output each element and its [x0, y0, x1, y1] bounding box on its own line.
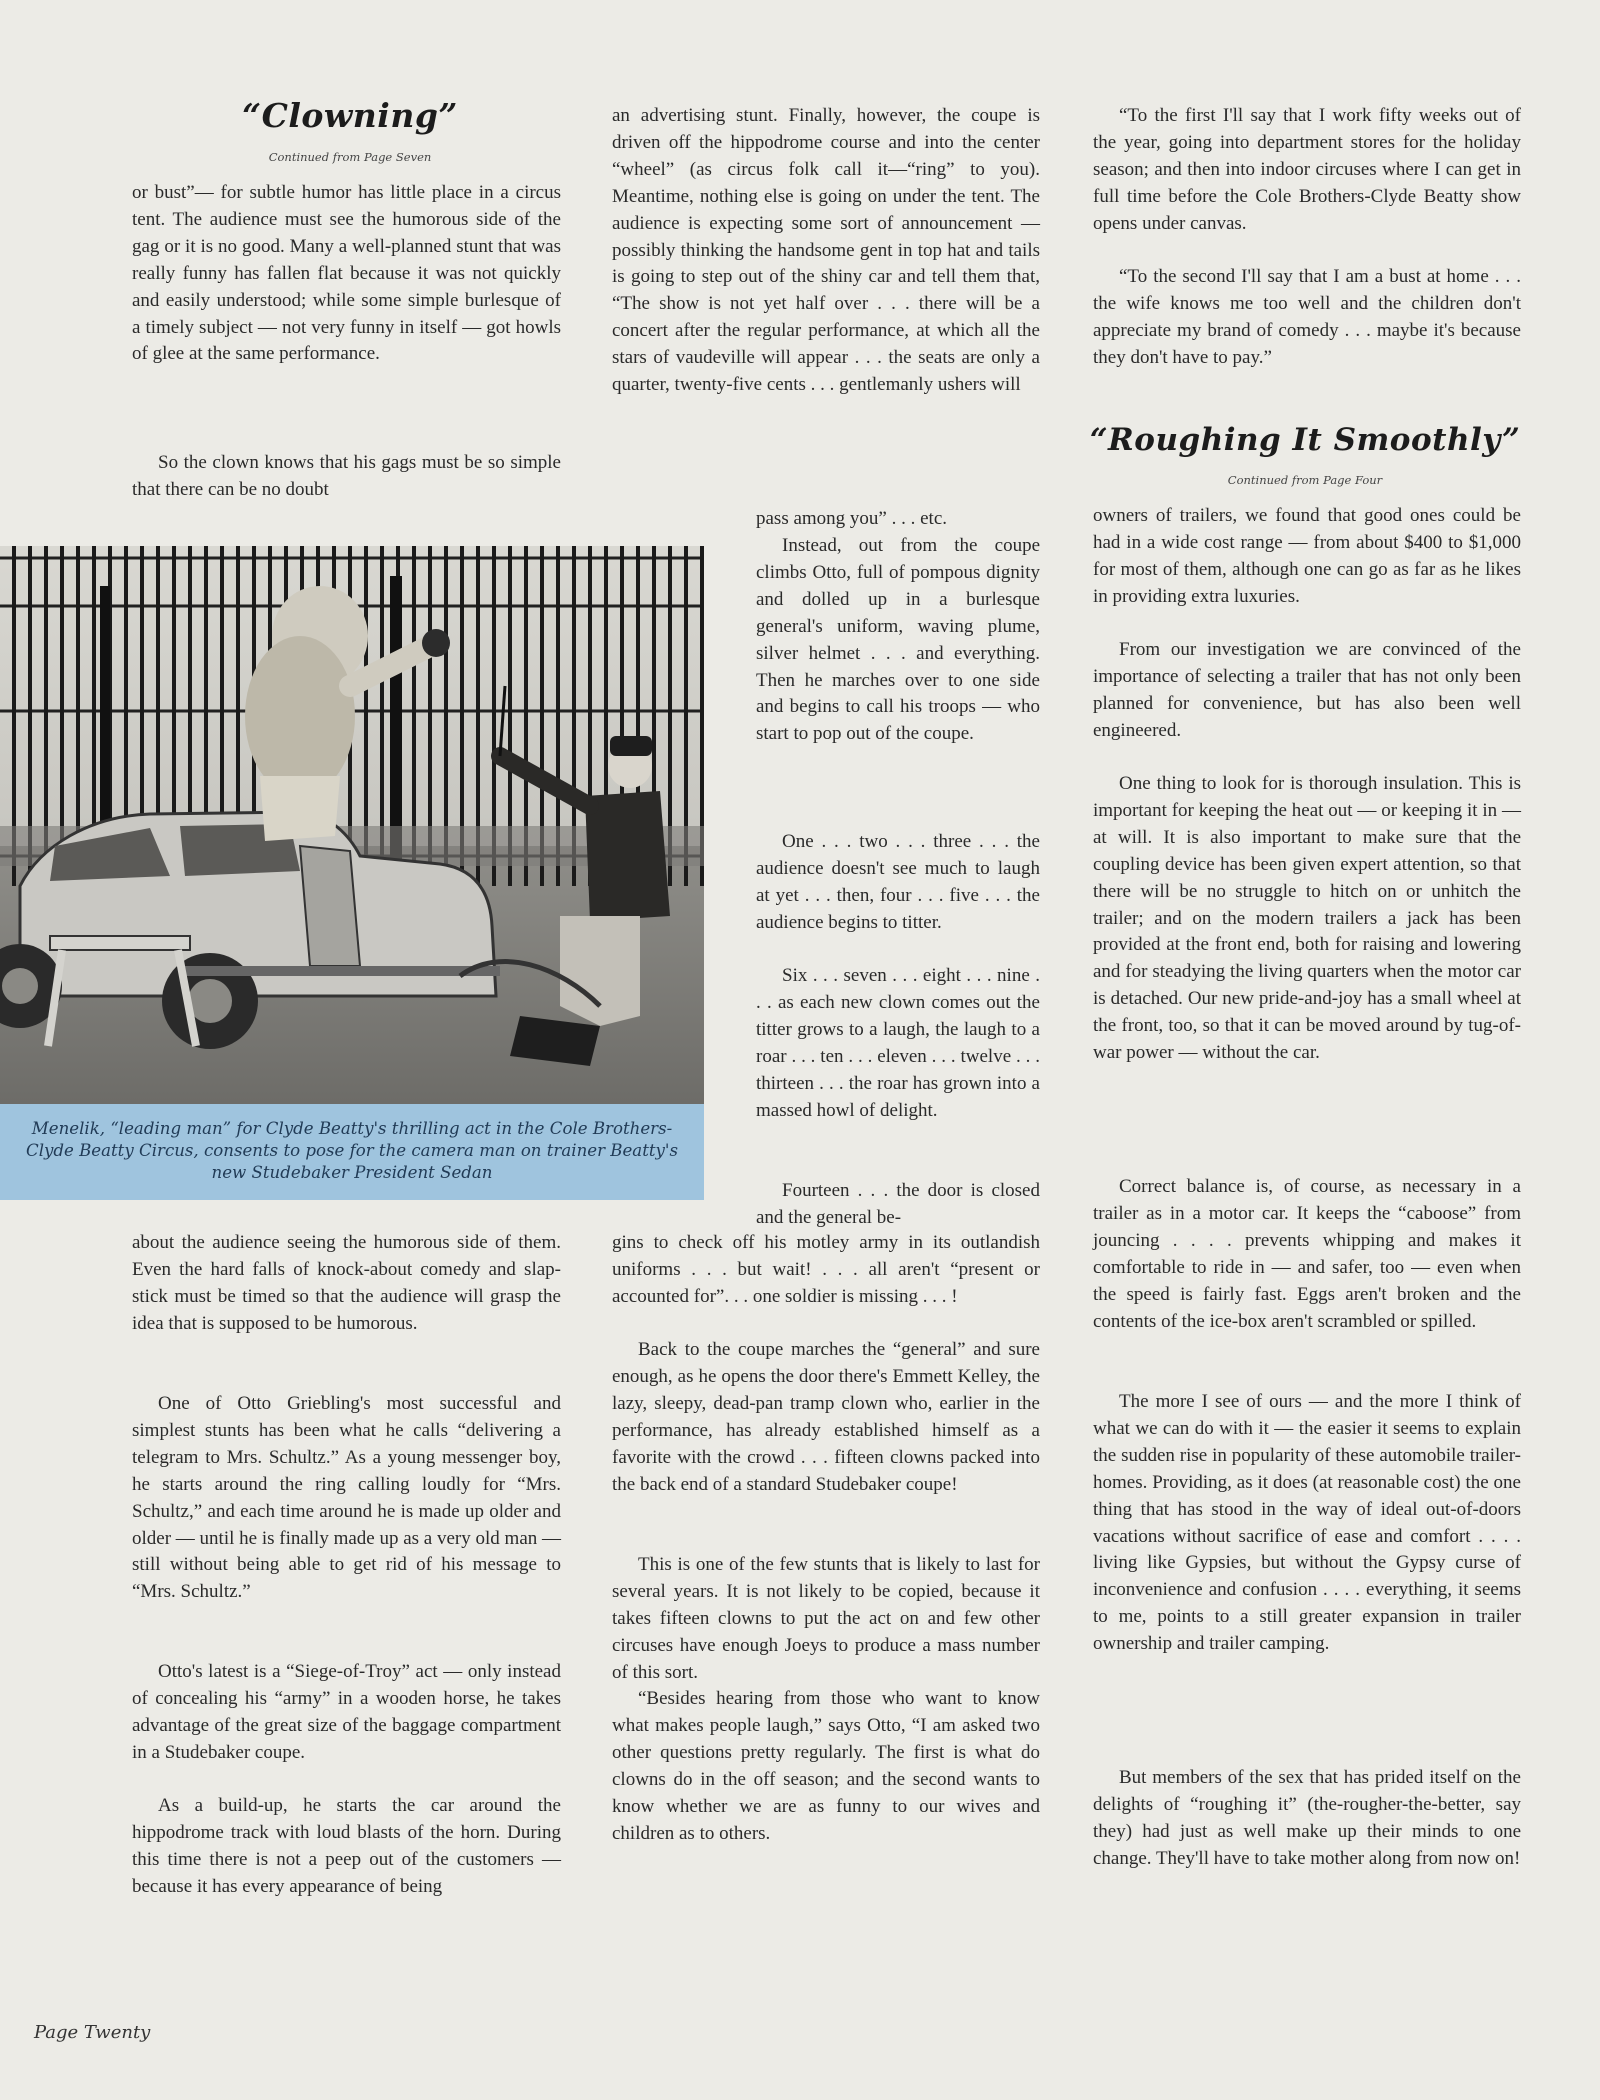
middle-paragraph: This is one of the few stunts that is likely to last for several years. It is not likely to be copied, because it takes fifteen clowns to put the act on and few other circuses have enough Joeys to produce a mass number of this sort. [612, 1554, 1040, 1683]
clowning-paragraph: So the clown knows that his gags must be so simple that there can be no doubt [132, 452, 561, 500]
middle-paragraph: pass among you” . . . etc. [756, 508, 948, 529]
clowning-paragraph: about the audience seeing the humorous side of them. Even the hard falls of knock-about comedy and slap-stick must be timed so that the audience will grasp the idea that is supposed to be humorous. [132, 1232, 561, 1334]
page-number: Page Twenty [34, 2022, 151, 2043]
right-paragraph: One thing to look for is thorough insulation. This is important for keeping the heat out — or keeping it in — at will. It is also important to make sure that the coupling device has been given expert attention, so that there will be no struggle to hitch on or unhitch the trailer; and on the modern trailers a jack has been provided at the front end, both for raising and lowering and for steadying the living quarters when the motor car is detached. Our new pride-and-joy has a small wheel at the front, too, so that it can be moved around by tug-of-war power — without the car. [1093, 773, 1521, 1064]
middle-paragraph: Fourteen . . . the door is closed and the general be- [756, 1180, 1040, 1228]
right-paragraph: “To the first I'll say that I work fifty weeks out of the year, going into department stores for the holiday season; and then into indoor circuses where I can get in full time before the Cole Brothers-Clyde Beatty show opens under canvas. [1093, 105, 1521, 234]
clowning-continued-note: Continued from Page Seven [268, 150, 432, 164]
right-paragraph: But members of the sex that has prided itself on the delights of “roughing it” (the-rougher-the-better, say they) had just as well make up their minds to one change. They'll have to take mother along from now on! [1093, 1767, 1521, 1869]
roughing-title: “Roughing It Smoothly” [1089, 422, 1521, 458]
clowning-paragraph: One of Otto Griebling's most successful and simplest stunts has been what he calls “delivering a telegram to Mrs. Schultz.” As a young messenger boy, he starts around the ring calling loudly for “Mrs. Schultz,” and each time around he is made up older and older — until he is finally made up as a very old man — still without being able to get rid of his message to “Mrs. Schultz.” [132, 1393, 561, 1603]
middle-paragraph: Six . . . seven . . . eight . . . nine . . . as each new clown comes out the titter grows to a laugh, the laugh to a roar . . . ten . . . eleven . . . twelve . . . thirteen . . . the roar has grown into a massed howl of delight. [756, 965, 1040, 1121]
right-paragraph: From our investigation we are convinced of the importance of selecting a trailer that has not only been planned for convenience, but has also been well engineered. [1093, 639, 1521, 741]
middle-paragraph: “Besides hearing from those who want to know what makes people laugh,” says Otto, “I am asked two other questions pretty regularly. The first is what do clowns do in the off season; and the second wants to know whether we are as funny to our wives and children as to others. [612, 1688, 1040, 1844]
right-paragraph: owners of trailers, we found that good ones could be had in a wide cost range — from about $400 to $1,000 for most of them, although one can go as far as he likes in providing extra luxuries. [1093, 505, 1521, 607]
middle-paragraph: One . . . two . . . three . . . the audience doesn't see much to laugh at yet . . . then, four . . . five . . . the audience begins to titter. [756, 831, 1040, 933]
right-paragraph: Correct balance is, of course, as necessary in a trailer as in a motor car. It keeps the “caboose” from jouncing . . . . prevents whipping and makes it comfortable to ride in — and safer, too — even when the speed is fairly fast. Eggs aren't broken and the contents of the ice-box aren't scrambled or spilled. [1093, 1176, 1521, 1332]
right-paragraph: The more I see of ours — and the more I think of what we can do with it — the easier it seems to explain the sudden rise in popularity of these automobile trailer-homes. Providing, as it does (at reasonable cost) the one thing that has stood in the way of ideal out-of-doors vacations without sacrifice of ease and comfort . . . . living like Gypsies, but without the Gypsy curse of inconvenience and confusion . . . . everything, it seems to me, points to a still greater expansion in trailer ownership and trailer camping. [1093, 1391, 1521, 1655]
clowning-paragraph: Otto's latest is a “Siege-of-Troy” act — only instead of concealing his “army” in a wooden horse, he takes advantage of the great size of the baggage compartment in a Studebaker coupe. [132, 1661, 561, 1763]
middle-paragraph: Back to the coupe marches the “general” and sure enough, as he opens the door there's Emmett Kelley, the lazy, sleepy, dead-pan tramp clown who, earlier in the performance, has already established himself as a favorite with the crowd . . . fifteen clowns packed into the back end of a standard Studebaker coupe! [612, 1339, 1040, 1495]
photo-caption: Menelik, “leading man” for Clyde Beatty's thrilling act in the Cole Brothers-Clyde Beatty Circus, consents to pose for the camera man on trainer Beatty's new Studebaker President Sedan [0, 1104, 704, 1200]
middle-paragraph: Instead, out from the coupe climbs Otto, full of pompous dignity and dolled up in a burlesque general's uniform, waving plume, silver helmet . . . and everything. Then he marches over to one side and begins to call his troops — who start to pop out of the coupe. [756, 535, 1040, 745]
circus-photo [0, 546, 704, 1104]
clowning-title: “Clowning” [242, 96, 458, 135]
lion-on-sedan-photo [0, 546, 704, 1104]
right-paragraph: “To the second I'll say that I am a bust at home . . . the wife knows me too well and the children don't appreciate my brand of comedy . . . maybe it's because they don't have to pay.” [1093, 266, 1521, 368]
roughing-continued-note: Continued from Page Four [1227, 473, 1383, 487]
middle-paragraph: gins to check off his motley army in its outlandish uniforms . . . but wait! . . . all aren't “present or accounted for”. . . one soldier is missing . . . ! [612, 1232, 1040, 1307]
middle-paragraph: an advertising stunt. Finally, however, the coupe is driven off the hippodrome course and into the center “wheel” (as circus folk call it—“ring” to you). Meantime, nothing else is going on under the tent. The audience is expecting some sort of announcement — possibly thinking the handsome gent in top hat and tails is going to step out of the shiny car and tell them that, “The show is not yet half over . . . there will be a concert after the regular performance, at which all the stars of vaudeville will appear . . . the seats are only a quarter, twenty-five cents . . . gentlemanly ushers will [612, 105, 1040, 396]
clowning-paragraph: or bust”— for subtle humor has little place in a circus tent. The audience must see the humorous side of the gag or it is no good. Many a well-planned stunt that was really funny has fallen flat because it was not quickly and easily understood; while some simple burlesque of a timely subject — not very funny in itself — got howls of glee at the same performance. [132, 182, 561, 365]
clowning-paragraph: As a build-up, he starts the car around the hippodrome track with loud blasts of the horn. During this time there is not a peep out of the customers — because it has every appearance of being [132, 1795, 561, 1897]
